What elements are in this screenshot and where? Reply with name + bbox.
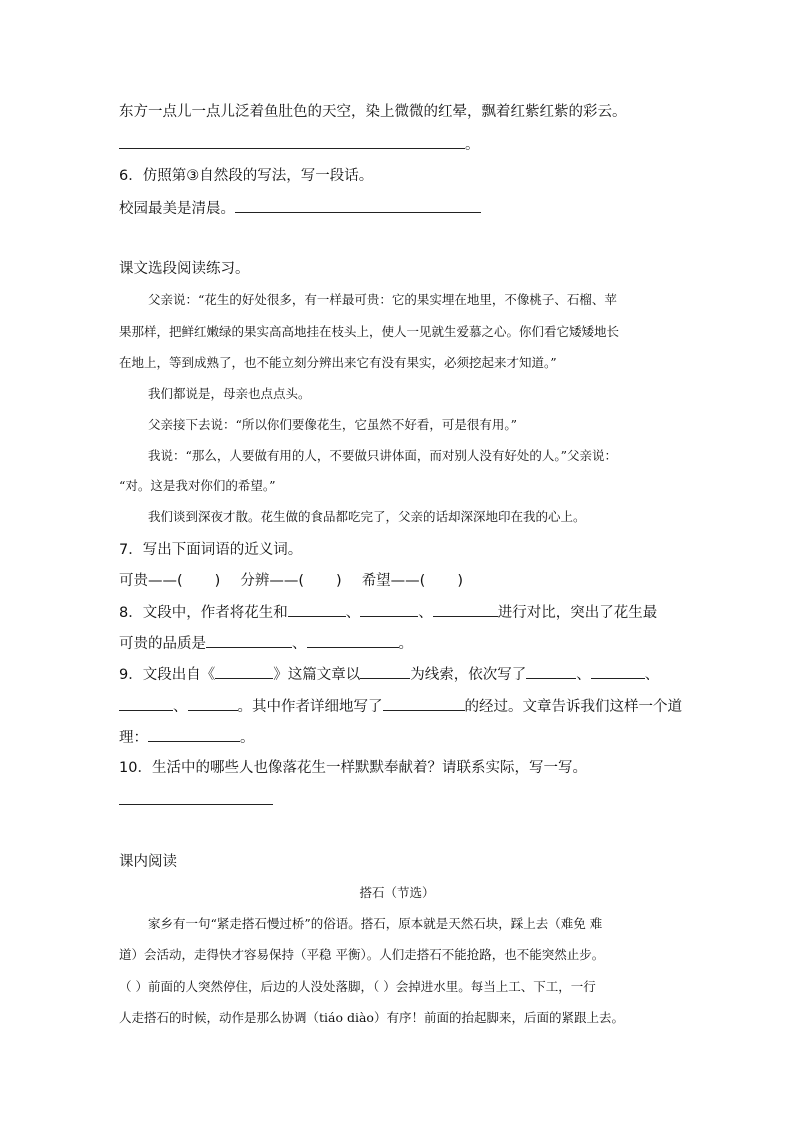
answer-end-mark: 。 xyxy=(465,137,480,153)
question-9-text-1: 9．文段出自《 xyxy=(119,667,216,683)
q8-blank-2[interactable] xyxy=(360,602,418,617)
word-1: 可贵——( xyxy=(119,573,183,589)
question-6-prompt: 6．仿照第③自然段的写法，写一段话。 xyxy=(119,168,374,184)
passage-5: 我们谈到深夜才散。花生做的食品都吃完了，父亲的话却深深地印在我的心上。 xyxy=(148,509,586,524)
question-9-line-1 xyxy=(119,664,659,685)
q9-blank-clue[interactable] xyxy=(360,664,410,679)
q9-sep-3: 、 xyxy=(173,699,188,715)
q9-sep-2: 、 xyxy=(644,667,660,683)
question-8-line-2 xyxy=(119,633,413,654)
question-8-line-1 xyxy=(119,602,657,623)
question-6-answer-row xyxy=(119,198,481,219)
question-8-text-1: 8．文段中，作者将花生和 xyxy=(119,605,288,621)
dashi-line-1: 家乡有一句“紧走搭石慢过桥”的俗语。搭石，原本就是天然石块，踩上去（难免 难 xyxy=(148,916,603,931)
q8-sep-1: 、 xyxy=(345,605,361,621)
q9-blank-3[interactable] xyxy=(119,696,173,711)
passage-4-line-2: “对。这是我对你们的希望。” xyxy=(119,478,276,493)
question-10-blank[interactable] xyxy=(119,790,273,805)
question-9-text-5: 的经过。文章告诉我们这样一个道 xyxy=(464,699,682,715)
word-2: 分辨——( xyxy=(240,573,305,589)
question-9-text-6: 理： xyxy=(119,730,148,746)
q9-blank-4[interactable] xyxy=(188,696,238,711)
question-10-prompt: 10．生活中的哪些人也像落花生一样默默奉献着？请联系实际，写一写。 xyxy=(119,760,587,776)
question-10-answer-row xyxy=(119,790,273,811)
question-7-answers xyxy=(119,571,463,591)
passage-1-line-1: 父亲说：“花生的好处很多，有一样最可贵：它的果实埋在地里，不像桃子、石榴、苹 xyxy=(148,292,617,307)
section-2-heading: 课内阅读 xyxy=(119,854,177,870)
question-6-blank[interactable] xyxy=(235,198,481,213)
answer-blank[interactable] xyxy=(119,134,465,149)
top-sentence: 东方一点儿一点儿泛着鱼肚色的天空，染上微微的红晕，飘着红紫红紫的彩云。 xyxy=(119,104,627,120)
word-1-close: ) xyxy=(214,573,221,589)
passage-4-line-1: 我说：“那么，人要做有用的人，不要做只讲体面，而对别人没有好处的人。”父亲说： xyxy=(148,448,618,463)
passage-2: 我们都说是，母亲也点点头。 xyxy=(148,386,311,401)
q8-sep-3: 、 xyxy=(292,636,307,652)
question-8-text-3: 可贵的品质是 xyxy=(119,636,206,652)
q9-blank-title[interactable] xyxy=(215,664,273,679)
q9-blank-1[interactable] xyxy=(526,664,576,679)
question-9-text-2: 》这篇文章以 xyxy=(273,667,361,683)
q8-blank-5[interactable] xyxy=(307,633,399,648)
word-3: 希望——( xyxy=(361,573,426,589)
dashi-line-3: （ ）前面的人突然停住，后边的人没处落脚，（ ）会掉进水里。每当上工、下工，一行 xyxy=(119,979,596,994)
q9-end: 。 xyxy=(240,730,255,746)
passage-1-line-3: 在地上，等到成熟了，也不能立刻分辨出来它有没有果实，必须挖起来才知道。” xyxy=(119,355,557,370)
dashi-line-2: 道）会活动，走得快才容易保持（平稳 平衡）。人们走搭石不能抢路，也不能突然止步。 xyxy=(119,947,605,962)
passage-title: 搭石（节选） xyxy=(359,885,435,900)
q8-end: 。 xyxy=(398,636,413,652)
question-9-line-3 xyxy=(119,727,255,748)
section-1-heading: 课文选段阅读练习。 xyxy=(119,261,250,277)
question-9-line-2 xyxy=(119,696,682,717)
q8-blank-1[interactable] xyxy=(288,602,346,617)
q8-blank-4[interactable] xyxy=(206,633,292,648)
question-6-lead: 校园最美是清晨。 xyxy=(119,201,235,217)
question-9-text-3: 为线索，依次写了 xyxy=(410,667,527,683)
dashi-line-4: 人走搭石的时候，动作是那么协调（tiáo diào）有序！前面的抬起脚来，后面的紧跟上去。 xyxy=(119,1010,624,1025)
q9-blank-detail[interactable] xyxy=(383,696,465,711)
question-8-text-2: 进行对比，突出了花生最 xyxy=(497,605,658,621)
question-7-prompt: 7．写出下面词语的近义词。 xyxy=(119,542,303,558)
q8-blank-3[interactable] xyxy=(433,602,498,617)
q9-blank-2[interactable] xyxy=(591,664,645,679)
passage-3: 父亲接下去说：“所以你们要像花生，它虽然不好看，可是很有用。” xyxy=(148,417,518,432)
q9-sep-1: 、 xyxy=(576,667,591,683)
passage-1-line-2: 果那样，把鲜红嫩绿的果实高高地挂在枝头上，使人一见就生爱慕之心。你们看它矮矮地长 xyxy=(119,324,620,339)
answer-line-row xyxy=(119,134,480,155)
word-3-close: ) xyxy=(457,573,464,589)
q8-sep-2: 、 xyxy=(418,605,433,621)
word-2-close: ) xyxy=(336,573,342,589)
question-9-text-4: 。其中作者详细地写了 xyxy=(237,699,383,715)
q9-blank-lesson[interactable] xyxy=(148,727,240,742)
